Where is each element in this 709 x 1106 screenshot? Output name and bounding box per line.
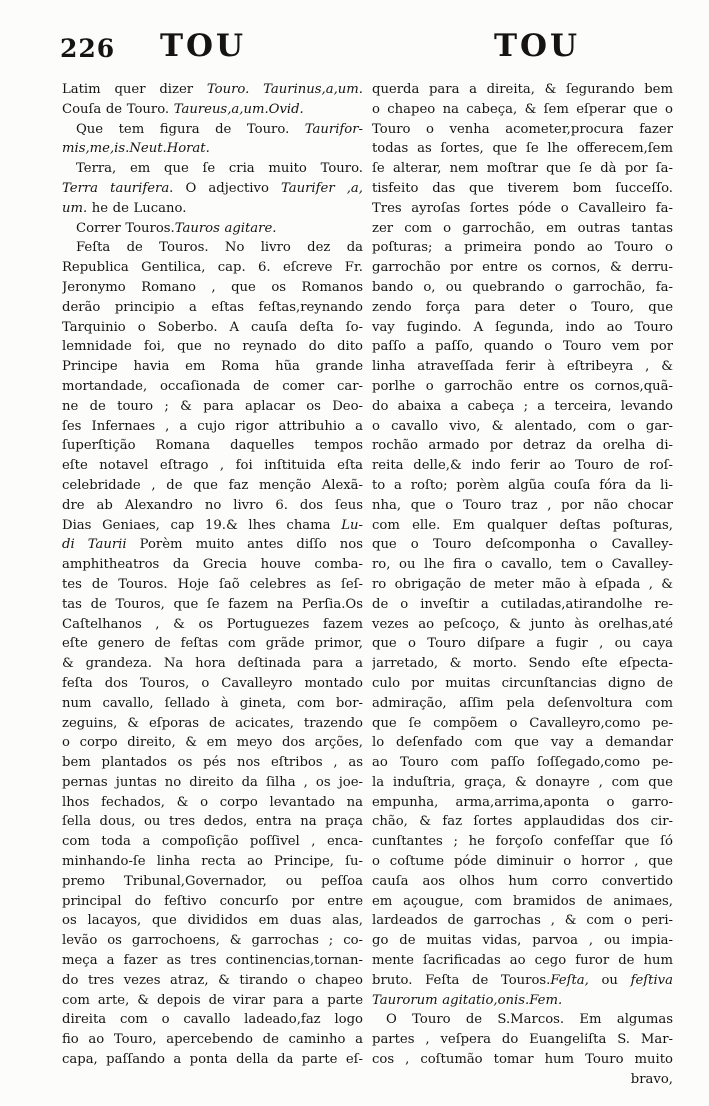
text-line: di Taurii Porèm muito antes diſſo nos xyxy=(62,537,363,553)
text-line: Terra taurifera. O adjectivo Taurifer ,a, xyxy=(62,180,363,196)
text-line: um. he de Lucano. xyxy=(62,200,187,216)
text-line: eſte notavel eſtrago , foi inſtituida eſta xyxy=(62,458,363,474)
text-line: o chapeo na cabeça, & ſem eſperar que o xyxy=(372,101,673,117)
text-line: dre ab Alexandro no livro 6. dos ſeus xyxy=(62,497,363,513)
text-line: premo Tribunal,Governador, ou peſſoa xyxy=(62,873,363,889)
text-line: tes de Touros. Hoje ſaõ celebres as ſeſ- xyxy=(62,576,363,592)
text-line: zeguins, & eſporas de acicates, trazendo xyxy=(62,715,363,731)
text-line: ro obrigação de meter mão à eſpada , & xyxy=(372,576,673,592)
page-number: 226 xyxy=(60,34,116,63)
catchword: bravo, xyxy=(630,1071,673,1087)
text-line: Taurorum agitatio,onis.Fem. xyxy=(372,992,563,1008)
text-line: ſuperſtição Romana daquelles tempos xyxy=(62,438,363,454)
text-line: todas as ſortes, que ſe lhe offerecem,ſem xyxy=(372,141,673,157)
text-line: o cavallo vivo, & alentado, com o gar- xyxy=(372,418,673,434)
text-line: O Touro de S.Marcos. Em algumas xyxy=(386,1012,673,1028)
text-line: ſes Infernaes , a cujo rigor attribuhio a xyxy=(62,418,363,434)
text-line: poſturas; a primeira pondo ao Touro o xyxy=(372,240,673,256)
text-line: reita delle,& indo ferir ao Touro de roſ- xyxy=(372,458,673,474)
text-line: empunha, arma,arrima,aponta o garro- xyxy=(372,794,673,810)
text-line: nha, que o Touro traz , por não chocar xyxy=(372,497,673,513)
text-line: com arte, & depois de virar para a parte xyxy=(62,992,363,1008)
text-line: meça a fazer as tres continencias,tornan- xyxy=(62,953,363,969)
text-line: admiração, aſſim pela deſenvoltura com xyxy=(372,695,673,711)
text-line: fio ao Touro, apercebendo de caminho a xyxy=(62,1032,363,1048)
text-line: minhando-ſe linha recta ao Principe, ſu- xyxy=(62,854,363,870)
text-line: Tarquinio o Soberbo. A cauſa deſta ſo- xyxy=(62,319,363,335)
text-line: bem plantados os pés nos eſtribos , as xyxy=(62,755,363,771)
text-line: bruto. Feſta de Touros.Feſta, ou feſtiva xyxy=(372,972,673,988)
text-line: querda para a direita, & ſegurando bem xyxy=(372,82,673,97)
text-line: & grandeza. Na hora deſtinada para a xyxy=(62,656,363,672)
text-line: ao Touro com paſſo ſoſſegado,como pe- xyxy=(372,755,673,771)
text-line: jarretado, & morto. Sendo eſte eſpecta- xyxy=(372,656,673,672)
text-line: vay fugindo. A ſegunda, indo ao Touro xyxy=(372,319,673,335)
left-column xyxy=(62,80,363,1070)
text-line: paſſo a paſſo, quando o Touro vem por xyxy=(372,339,673,355)
text-line: que o Touro deſcomponha o Cavalley- xyxy=(372,537,673,553)
text-line: tas de Touros, que ſe fazem na Perſia.Os xyxy=(62,596,363,612)
text-line: lardeados de garrochas , & com o peri- xyxy=(372,913,673,929)
text-line: mortandade, occaſionada de comer car- xyxy=(62,378,363,394)
text-line: Correr Touros.Tauros agitare. xyxy=(76,220,277,236)
text-line: Tres ayroſas ſortes póde o Cavalleiro fa- xyxy=(372,200,673,216)
text-line: porlhe o garrochão entre os cornos,quã- xyxy=(372,378,673,394)
text-line: amphitheatros da Grecia houve comba- xyxy=(62,557,363,573)
text-line: vezes ao peſcoço, & junto às orelhas,até xyxy=(372,616,673,632)
text-line: zendo força para deter o Touro, que xyxy=(372,299,673,315)
text-line: o coſtume póde diminuir o horror , que xyxy=(372,854,673,870)
text-line: Que tem figura de Touro. Taurifor- xyxy=(76,121,363,137)
text-line: Feſta de Touros. No livro dez da xyxy=(76,240,363,256)
running-head-right: TOU xyxy=(493,28,581,64)
text-line: Caſtelhanos , & os Portuguezes fazem xyxy=(62,616,363,632)
text-line: zer com o garrochão, em outras tantas xyxy=(372,220,673,236)
text-line: direita com o cavallo ladeado,faz logo xyxy=(62,1012,363,1028)
text-line: culo por muitas circunſtancias digno de xyxy=(372,675,673,691)
text-line: feſta dos Touros, o Cavalleyro montado xyxy=(62,675,363,691)
text-line: o corpo direito, & em meyo dos arções, xyxy=(62,735,363,751)
text-line: que o Touro diſpare a fugir , ou caya xyxy=(372,636,673,652)
text-line: capa, paſſando a ponta della da parte eſ- xyxy=(62,1052,363,1068)
running-head-left: TOU xyxy=(159,28,247,64)
text-line: ro, ou lhe fira o cavallo, tem o Cavalley- xyxy=(372,557,673,573)
text-line: ſe alterar, nem moſtrar que ſe dà por ſa- xyxy=(372,161,673,177)
text-line: cos , coſtumão tomar hum Touro muito xyxy=(372,1052,673,1068)
text-line: go de muitas vidas, parvoa , ou impia- xyxy=(372,933,673,949)
text-line: que ſe compõem o Cavalleyro,como pe- xyxy=(372,715,673,731)
text-line: lhos fechados, & o corpo levantado na xyxy=(62,794,363,810)
text-line: chão, & faz ſortes applaudidas dos cir- xyxy=(372,814,673,830)
text-line: do tres vezes atraz, & tirando o chapeo xyxy=(62,972,363,988)
right-column xyxy=(372,80,673,1090)
text-line: Terra, em que ſe cria muito Touro. xyxy=(76,161,363,177)
text-line: os lacayos, que divididos em duas alas, xyxy=(62,913,363,929)
text-line: eſte genero de feſtas com grãde primor, xyxy=(62,636,363,652)
text-line: derão principio a eſtas feſtas,reynando xyxy=(62,299,363,315)
text-line: tisfeito das que tiverem bom ſucceſſo. xyxy=(372,180,673,196)
text-line: Republica Gentilica, cap. 6. eſcreve Fr. xyxy=(62,260,363,276)
text-line: Jeronymo Romano , que os Romanos xyxy=(62,279,363,295)
text-line: pernas juntas no direito da ſilha , os joe- xyxy=(62,774,363,790)
text-line: rochão armado por detraz da orelha di- xyxy=(372,438,673,454)
text-line: lo deſenfado com que vay a demandar xyxy=(372,735,673,751)
text-line: cunſtantes ; he forçoſo confeſſar que ſó xyxy=(372,834,673,850)
text-line: Couſa de Touro. Taureus,a,um.Ovid. xyxy=(62,101,304,117)
text-line: lemnidade foi, que no reynado do dito xyxy=(62,339,363,355)
text-line: to a roſto; porèm algũa couſa fóra da li- xyxy=(372,477,673,493)
text-line: Touro o venha acometer,procura fazer xyxy=(372,121,673,137)
text-line: la induſtria, graça, & donayre , com que xyxy=(372,774,673,790)
text-line: celebridade , de que faz menção Alexã- xyxy=(62,477,363,493)
text-line: Dias Geniaes, cap 19.& lhes chama Lu- xyxy=(62,517,363,533)
text-line: bando o, ou quebrando o garrochão, fa- xyxy=(372,279,673,295)
text-line: ſella dous, ou tres dedos, entra na praça xyxy=(62,814,363,830)
text-line: com elle. Em qualquer deſtas poſturas, xyxy=(372,517,673,533)
text-line: mis,me,is.Neut.Horat. xyxy=(62,141,210,157)
text-line: principal do feſtivo concurſo por entre xyxy=(62,893,363,909)
text-line: do abaixa a cabeça ; a terceira, levando xyxy=(372,398,673,414)
text-line: levão os garrochoens, & garrochas ; co- xyxy=(62,933,363,949)
text-line: garrochão por entre os cornos, & derru- xyxy=(372,260,673,276)
text-line: mente ſacrificadas ao cego furor de hum xyxy=(372,953,673,969)
text-line: em açougue, com bramidos de animaes, xyxy=(372,893,673,909)
text-line: cauſa aos olhos hum corro convertido xyxy=(372,873,673,889)
text-line: Principe havia em Roma hũa grande xyxy=(62,359,363,375)
text-line: Latim quer dizer Touro. Taurinus,a,um. xyxy=(62,82,363,97)
text-line: partes , veſpera do Euangeliſta S. Mar- xyxy=(372,1032,673,1048)
text-line: com toda a compoſição poſſivel , enca- xyxy=(62,834,363,850)
text-line: ne de touro ; & para aplacar os Deo- xyxy=(62,398,363,414)
text-line: de o inveſtir a cutiladas,atirandolhe re- xyxy=(372,596,673,612)
text-line: linha atraveſſada ferir à eſtribeyra , & xyxy=(372,359,673,375)
text-line: num cavallo, ſellado à gineta, com bor- xyxy=(62,695,363,711)
